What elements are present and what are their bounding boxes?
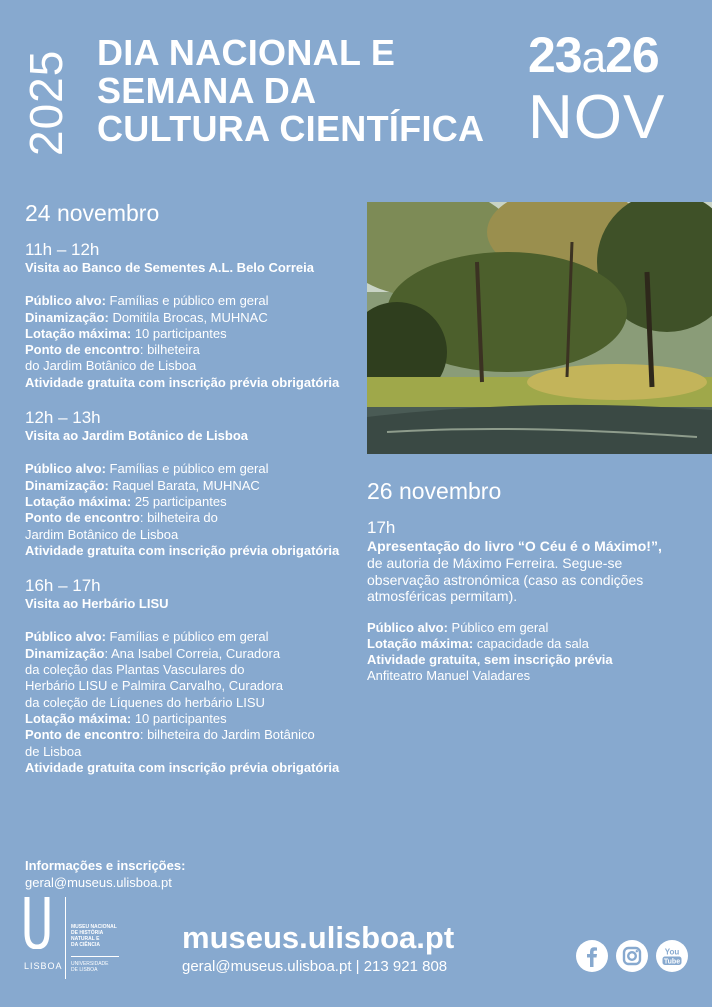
instagram-glyph [616, 940, 648, 972]
host-value: Domitila Brocas, MUHNAC [112, 309, 268, 325]
capacity-label: Lotação máxima: [367, 635, 474, 651]
date-month: NOV [528, 83, 666, 152]
audience-value: Famílias e público em geral [109, 461, 269, 477]
event-title: Visita ao Jardim Botânico de Lisboa [25, 428, 248, 444]
host-value: Raquel Barata, MUHNAC [112, 477, 260, 493]
description-line: atmosféricas permitam). [367, 588, 518, 604]
event-description [367, 555, 697, 605]
university-line: UNIVERSIDADE [71, 961, 109, 967]
meeting-value: : bilheteira [139, 342, 200, 358]
museum-line: NATURAL E [71, 936, 100, 942]
event-audience [25, 293, 355, 309]
capacity-value: 10 participantes [134, 325, 227, 341]
event-meeting-point-cont: Jardim Botânico de Lisboa [25, 526, 179, 542]
event-meeting-point [25, 342, 355, 358]
u-logo-icon [24, 897, 50, 949]
logo-divider [65, 897, 66, 979]
event-title [367, 538, 697, 555]
audience-value: Famílias e público em geral [109, 629, 269, 645]
event-2 [25, 408, 355, 559]
main-title [97, 34, 484, 148]
audience-label: Público alvo: [367, 619, 448, 635]
event-free-note: Atividade gratuita com inscrição prévia obrigatória [25, 542, 340, 558]
capacity-value: capacidade da sala [476, 635, 589, 651]
date-separator: a [581, 33, 606, 82]
audience-value: Famílias e público em geral [109, 293, 269, 309]
event-host [25, 478, 355, 494]
logo-museum-name [71, 924, 123, 948]
date-end: 26 [605, 27, 659, 83]
youtube-text-top: You [664, 947, 680, 957]
audience-label: Público alvo: [25, 293, 106, 309]
meeting-label: Ponto de encontro [25, 510, 140, 526]
date-range [528, 27, 698, 83]
youtube-icon[interactable] [656, 940, 688, 972]
facebook-icon[interactable] [576, 940, 608, 972]
title-line-1: DIA NACIONAL E [97, 32, 396, 73]
event-location: Anfiteatro Manuel Valadares [367, 668, 531, 684]
instagram-icon[interactable] [616, 940, 648, 972]
event-time: 16h – 17h [25, 576, 101, 596]
museum-line: DE HISTÓRIA [71, 930, 104, 936]
event-capacity [25, 494, 355, 510]
host-label: Dinamização: [25, 309, 109, 325]
museum-line: MUSEU NACIONAL [71, 924, 117, 930]
event-time: 17h [367, 518, 396, 537]
capacity-value: 10 participantes [134, 710, 227, 726]
logo-university-name [71, 961, 123, 973]
event-meeting-point-cont: de Lisboa [25, 743, 82, 759]
meeting-label: Ponto de encontro [25, 727, 140, 743]
meeting-label: Ponto de encontro [25, 342, 140, 358]
title-line-3: CULTURA CIENTÍFICA [97, 108, 485, 149]
contact-email[interactable]: geral@museus.ulisboa.pt [25, 875, 172, 890]
youtube-glyph [656, 940, 688, 972]
audience-label: Público alvo: [25, 461, 106, 477]
event-free-note: Atividade gratuita com inscrição prévia obrigatória [25, 759, 340, 775]
capacity-label: Lotação máxima: [25, 325, 132, 341]
event-host [25, 310, 355, 326]
event-time: 12h – 13h [25, 408, 101, 428]
event-audience [25, 629, 355, 645]
event-audience [367, 620, 697, 636]
description-line: observação astronómica (caso as condições [367, 571, 644, 588]
contact-label: Informações e inscrições: [25, 858, 186, 873]
meeting-value: : bilheteira do [139, 510, 218, 526]
facebook-glyph [576, 940, 608, 972]
date-start: 23 [528, 27, 582, 83]
university-logo [24, 897, 124, 982]
event-capacity [25, 326, 355, 342]
meeting-value: : bilheteira do Jardim Botânico [139, 727, 315, 743]
footer-contact: geral@museus.ulisboa.pt | 213 921 808 [182, 958, 448, 975]
event-meeting-point [25, 727, 355, 743]
event-free-note: Atividade gratuita com inscrição prévia obrigatória [25, 374, 340, 390]
event-capacity [367, 636, 697, 652]
event-meeting-point-cont: do Jardim Botânico de Lisboa [25, 358, 197, 374]
capacity-label: Lotação máxima: [25, 493, 132, 509]
museum-line: DA CIÊNCIA [71, 942, 100, 948]
event-1 [25, 240, 355, 391]
event-host-cont: Herbário LISU e Palmira Carvalho, Curadora [25, 678, 283, 694]
program-day-26 [367, 518, 697, 685]
program-day-24 [25, 240, 355, 793]
event-3 [25, 576, 355, 776]
garden-illustration [367, 202, 712, 454]
capacity-label: Lotação máxima: [25, 710, 132, 726]
contact-info [25, 857, 185, 891]
event-audience [25, 461, 355, 477]
university-line: DE LISBOA [71, 967, 98, 973]
audience-value: Público em geral [451, 619, 549, 635]
logo-rule [71, 956, 119, 957]
event-free-note: Atividade gratuita, sem inscrição prévia [367, 652, 613, 668]
book-title: Apresentação do livro “O Céu é o Máximo!” [367, 538, 658, 554]
event-host-cont: da coleção das Plantas Vasculares do [25, 662, 245, 678]
youtube-text-bottom: Tube [663, 958, 681, 966]
website-url[interactable]: museus.ulisboa.pt [182, 920, 455, 955]
capacity-value: 25 participantes [134, 493, 227, 509]
event-capacity [25, 711, 355, 727]
host-label: Dinamização [25, 645, 105, 661]
title-comma: , [657, 538, 662, 554]
event-time: 11h – 12h [25, 240, 100, 259]
event-title: Visita ao Banco de Sementes A.L. Belo Correia [25, 260, 314, 275]
day-heading-26: 26 novembro [367, 478, 502, 504]
audience-label: Público alvo: [25, 629, 106, 645]
event-title: Visita ao Herbário LISU [25, 596, 169, 612]
title-line-2: SEMANA DA [97, 70, 317, 111]
event-host-cont: da coleção de Líquenes do herbário LISU [25, 694, 265, 710]
description-line: de autoria de Máximo Ferreira. Segue-se [367, 555, 623, 571]
logo-city: LISBOA [24, 961, 63, 971]
event-host [25, 646, 355, 662]
day-heading-24: 24 novembro [25, 200, 160, 226]
garden-photo [367, 202, 712, 454]
host-label: Dinamização: [25, 477, 109, 493]
event-meeting-point [25, 510, 355, 526]
date-block [528, 27, 698, 152]
host-value: : Ana Isabel Correia, Curadora [104, 645, 281, 661]
year-vertical: 2025 [20, 49, 72, 156]
